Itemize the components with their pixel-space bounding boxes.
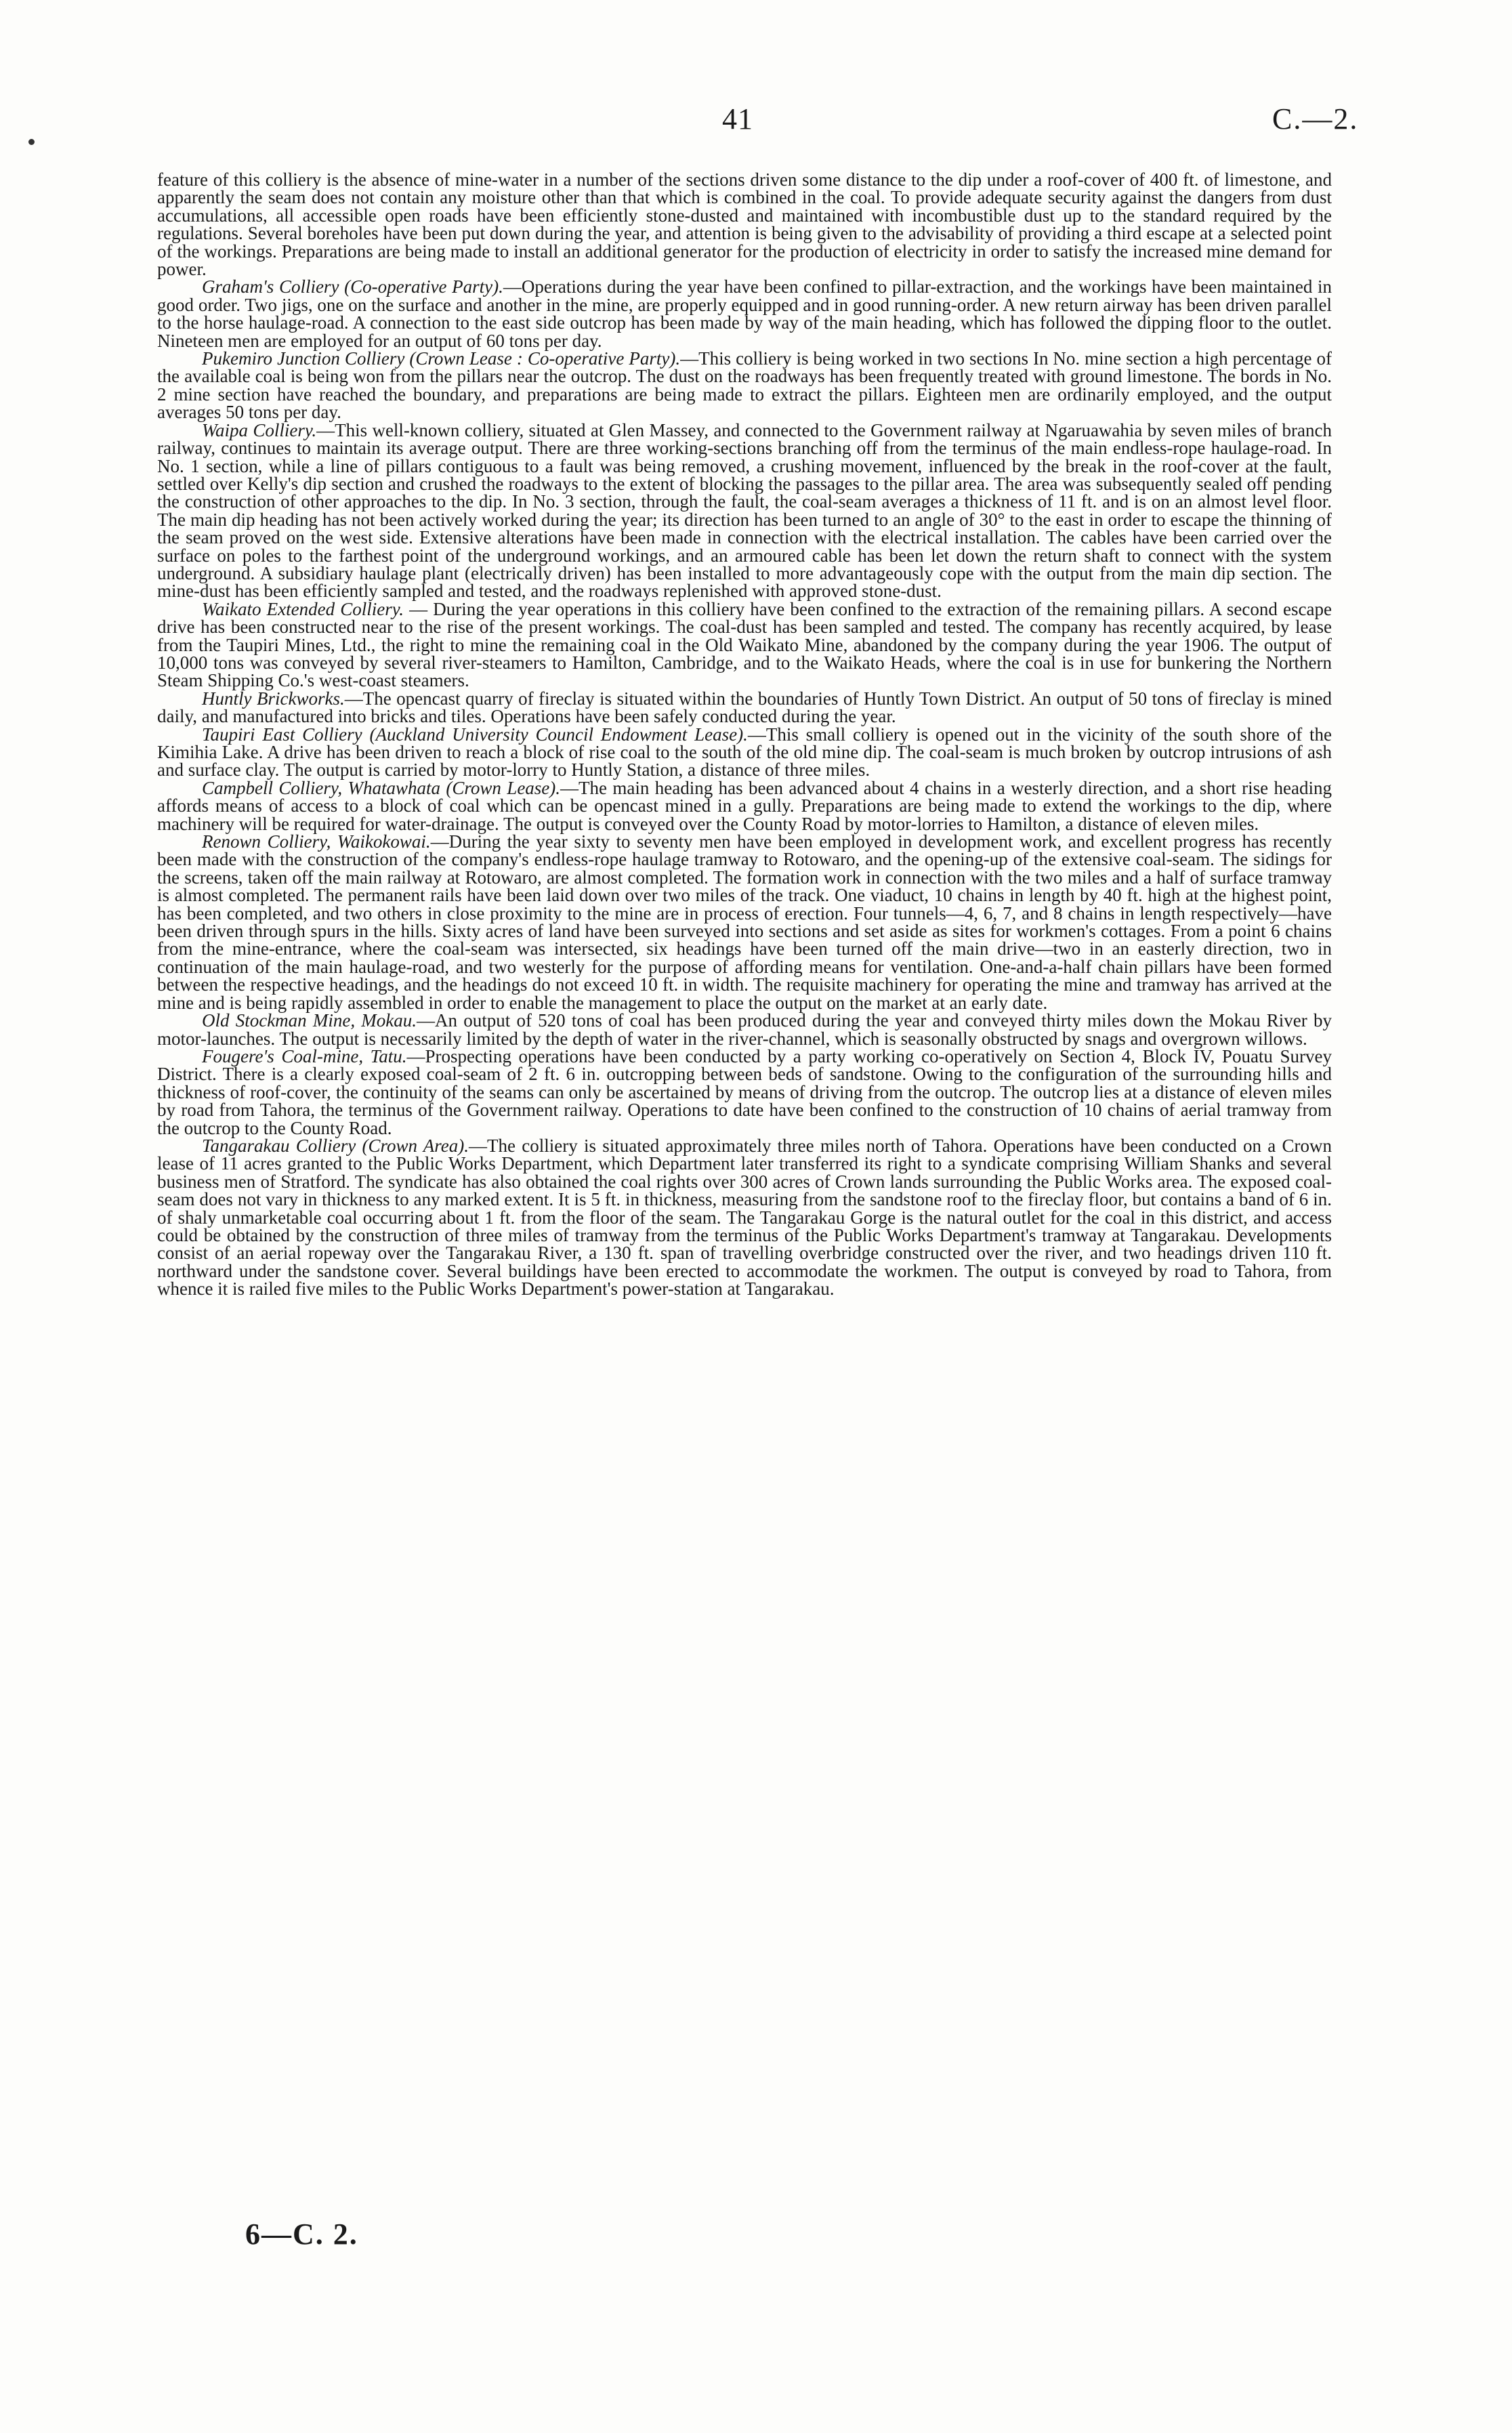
document-reference: C.—2. xyxy=(1272,102,1359,136)
paragraph-text: — During the year operations in this colliery have been confined to the extraction of the remaining pillars. A second escape drive has been constructed near to the rise of the present workings. The coal-dust has been sampled and tested. The company has recently acquired, by lease from the Taupiri Mines, Ltd., the right to mine the remaining coal in the Old Waikato Mine, abandoned by the company during the year 1906. The output of 10,000 tons was conveyed by several river-steamers to Hamilton, Cambridge, and to the Waikato Heads, where the coal is in use for bunkering the Northern Steam Shipping Co.'s west-coast steamers. xyxy=(157,598,1332,691)
paragraph-text: —This small colliery is opened out in the vicinity of the south shore of the Kimihia Lake. A drive has been driven to reach a block of rise coal to the south of the old mine dip. The coal-seam is much broken by outcrop intrusions of ash and surface clay. The output is carried by motor-lorry to Huntly Station, a distance of three miles. xyxy=(157,724,1332,781)
paragraph-text: feature of this colliery is the absence of mine-water in a number of the sections driven some distance to the dip under a roof-cover of 400 ft. of limestone, and apparently the seam does not contain any moisture other than that which is combined in the coal. To provide adequate security against the dangers from dust accumulations, all accessible open roads have been efficiently stone-dusted and maintained with incombustible dust up to the standard required by the regulations. Several boreholes have been put down during the year, and attention is being given to the advisability of providing a third escape at a selected point of the workings. Preparations are being made to install an additional generator for the production of electricity in order to satisfy the increased mine demand for power. xyxy=(157,169,1332,280)
paragraph-text: —The opencast quarry of fireclay is situated within the boundaries of Huntly Town District. An output of 50 tons of fireclay is mined daily, and manufactured into bricks and tiles. Operations have been safely conducted during the year. xyxy=(157,688,1332,727)
paragraph-text: —The main heading has been advanced about 4 chains in a westerly direction, and a short rise heading affords means of access to a block of coal which can be opencast mined in a gully. Preparations are being made to extend the workings to the dip, where machinery will be required for water-drainage. The output is conveyed over the County Road by motor-lorries to Hamilton, a distance of eleven miles. xyxy=(157,777,1332,834)
signature-mark: 6—C. 2. xyxy=(245,2218,358,2251)
paragraph-tangarakau-colliery xyxy=(157,1137,1332,1298)
paragraph-waipa-colliery xyxy=(157,421,1332,600)
paragraph-heading: Waikato Extended Colliery. xyxy=(202,598,404,619)
paragraph-campbell-colliery xyxy=(157,779,1332,833)
paragraph-old-stockman xyxy=(157,1012,1332,1047)
paragraph-heading: Old Stockman Mine, Mokau. xyxy=(202,1010,417,1031)
paragraph-pukemiro-junction xyxy=(157,350,1332,421)
page-number: 41 xyxy=(722,102,753,136)
paragraph-text: —The colliery is situated approximately three miles north of Tahora. Operations have been conducted on a Crown lease of 11 acres granted to the Public Works Department, which Department later transferred its right to a syndicate comprising William Shanks and several business men of Stratford. The syndicate has also obtained the coal rights over 300 acres of Crown lands surrounding the Public Works area. The exposed coal-seam does not vary in thickness to any marked extent. It is 5 ft. in thickness, measuring from the sandstone roof to the fireclay floor, but contains a band of 6 in. of shaly unmarketable coal occurring about 1 ft. from the floor of the seam. The Tangarakau Gorge is the natural outlet for the coal in this district, and access could be obtained by the construction of three miles of tramway from the terminus of the Public Works Department's tramway at Tangarakau. Developments consist of an aerial ropeway over the Tangarakau River, a 130 ft. span of travelling overbridge constructed over the river, and two headings driven 110 ft. northward under the sandstone cover. Several buildings have been erected to accommodate the workmen. The output is conveyed by road to Tahora, from whence it is railed five miles to the Public Works Department's power-station at Tangarakau. xyxy=(157,1135,1332,1299)
paragraph-heading: Pukemiro Junction Colliery (Crown Lease : Co-operative Party). xyxy=(202,348,681,369)
paragraph-heading: Huntly Brickworks. xyxy=(202,688,345,709)
paragraph-waikato-extended xyxy=(157,600,1332,690)
paragraph-text: —This well-known colliery, situated at Glen Massey, and connected to the Government railway at Ngaruawahia by seven miles of branch railway, continues to maintain its average output. There are three working-sections branching off from the terminus of the main endless-rope haulage-road. In No. 1 section, while a line of pillars contiguous to a fault was being removed, a crushing movement, influenced by the break in the roof-cover at the fault, settled over Kelly's dip section and crushed the roadways to the extent of blocking the passages to the pillar area. The area was subsequently sealed off pending the construction of other approaches to the dip. In No. 3 section, through the fault, the coal-seam averages a thickness of 11 ft. and is on an almost level floor. The main dip heading has not been actively worked during the year; its direction has been turned to an angle of 30° to the east in order to escape the thinning of the seam proved on the west side. Extensive alterations have been made in connection with the electrical installation. The cables have been carried over the surface on poles to the farthest point of the underground workings, and an armoured cable has been let down the return shaft to connect with the system underground. A subsidiary haulage plant (electrically driven) has been installed to more advantageously cope with the output from the main dip section. The mine-dust has been efficiently sampled and tested, and the roadways replenished with approved stone-dust. xyxy=(157,419,1332,602)
paragraph-heading: Tangarakau Colliery (Crown Area). xyxy=(202,1135,469,1156)
paragraph-text: —Prospecting operations have been conducted by a party working co-operatively on Section 4, Block IV, Pouatu Survey District. There is a clearly exposed coal-seam of 2 ft. 6 in. outcropping between beds of sandstone. Owing to the configuration of the surrounding hills and thickness of roof-cover, the continuity of the seams can only be ascertained by means of driving from the outcrop. The outcrop lies at a distance of eleven miles by road from Tahora, the terminus of the Government railway. Operations to date have been confined to the construction of 10 chains of aerial tramway from the outcrop to the County Road. xyxy=(157,1045,1332,1138)
paragraph-text: —Operations during the year have been confined to pillar-extraction, and the workings have been maintained in good order. Two jigs, one on the surface and another in the mine, are properly equipped and in good running-order. A new return airway has been driven parallel to the horse haulage-road. A connection to the east side outcrop has been made by way of the main heading, which has followed the dipping floor to the outlet. Nineteen men are employed for an output of 60 tons per day. xyxy=(157,276,1332,351)
paragraph-heading: Campbell Colliery, Whatawhata (Crown Lease). xyxy=(202,777,561,798)
paragraph-renown-colliery xyxy=(157,833,1332,1012)
paragraph-text: —During the year sixty to seventy men have been employed in development work, and excellent progress has recently been made with the construction of the company's endless-rope haulage tramway to Rotowaro, and the opening-up of the extensive coal-seam. The sidings for the screens, taken off the main railway at Rotowaro, are almost completed. The formation work in connection with the two miles and a half of surface tramway is almost completed. The permanent rails have been laid down over two miles of the track. One viaduct, 10 chains in length by 40 ft. high at the highest point, has been completed, and two others in close proximity to the mine are in process of erection. Four tunnels—4, 6, 7, and 8 chains in length respectively—have been driven through spurs in the hills. Sixty acres of land have been surveyed into sections and set aside as sites for workmen's cottages. From a point 6 chains from the mine-entrance, where the coal-seam was intersected, six headings have been turned off the main drive—two in an easterly direction, two in continuation of the main haulage-road, and two westerly for the purpose of affording means for ventilation. One-and-a-half chain pillars have been formed between the respective headings, and the headings do not exceed 10 ft. in width. The requisite machinery for operating the mine and tramway has arrived at the mine and is being rapidly assembled in order to enable the management to place the output on the market at an early date. xyxy=(157,831,1332,1013)
margin-mark xyxy=(28,139,35,145)
body-text xyxy=(157,171,1332,1298)
paragraph-heading: Renown Colliery, Waikokowai. xyxy=(202,831,431,852)
paragraph-heading: Taupiri East Colliery (Auckland University Council Endowment Lease). xyxy=(202,724,748,745)
paragraph-text: —This colliery is being worked in two sections In No. mine section a high percentage of the available coal is being won from the pillars near the outcrop. The dust on the roadways has been frequently treated with ground limestone. The bords in No. 2 mine section have reached the boundary, and preparations are being made to extract the pillars. Eighteen men are ordinarily employed, and the output averages 50 tons per day. xyxy=(157,348,1332,423)
paragraph-taupiri-east xyxy=(157,726,1332,779)
paragraph-huntly-brickworks xyxy=(157,690,1332,726)
paragraph-heading: Graham's Colliery (Co-operative Party). xyxy=(202,276,503,297)
paragraph-heading: Fougere's Coal-mine, Tatu. xyxy=(202,1045,407,1066)
paragraph-grahams-colliery xyxy=(157,278,1332,350)
paragraph-fougeres-coal-mine xyxy=(157,1047,1332,1137)
paragraph-text: —An output of 520 tons of coal has been produced during the year and conveyed thirty miles down the Mokau River by motor-launches. The output is necessarily limited by the depth of water in the river-channel, which is seasonally obstructed by snags and overgrown willows. xyxy=(157,1010,1332,1049)
paragraph-continuation xyxy=(157,171,1332,278)
paragraph-heading: Waipa Colliery. xyxy=(202,419,317,440)
